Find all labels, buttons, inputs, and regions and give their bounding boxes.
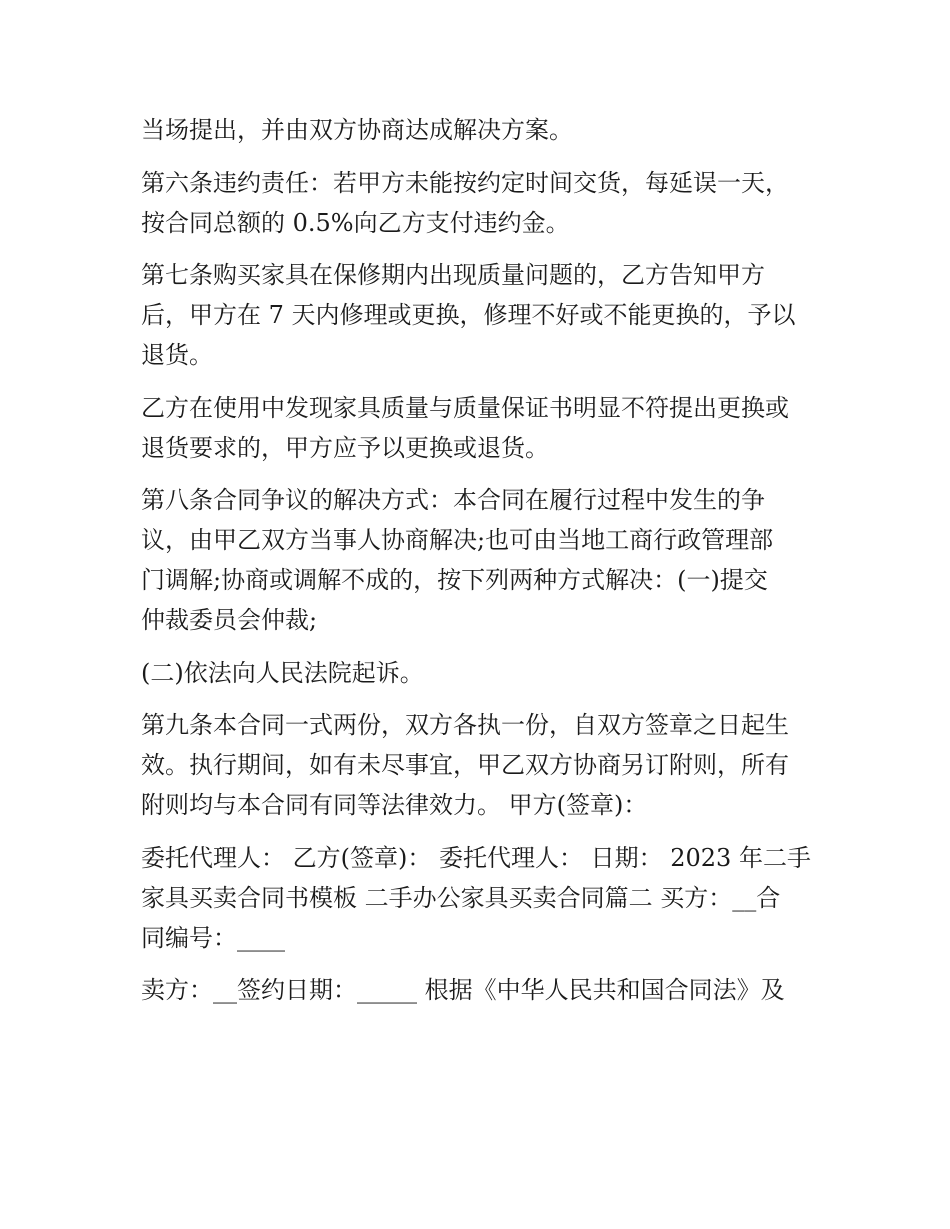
text-line: 退货要求的，甲方应予以更换或退货。 xyxy=(141,433,549,462)
text-line: 议，由甲乙双方当事人协商解决;也可由当地工商行政管理部 xyxy=(141,526,774,554)
text-line: 退货。 xyxy=(141,341,213,369)
text-line: 委托代理人： 乙方(签章)： 委托代理人： 日期： 2023 年二手 xyxy=(141,843,811,872)
text-line: 门调解;协商或调解不成的，按下列两种方式解决：(一)提交 xyxy=(141,566,768,594)
text-line: 第八条合同争议的解决方式：本合同在履行过程中发生的争 xyxy=(141,486,765,514)
text-line: 按合同总额的 0.5%向乙方支付违约金。 xyxy=(141,208,570,237)
paragraph xyxy=(141,838,821,958)
paragraph xyxy=(141,970,821,1010)
text-line: 仲裁委员会仲裁; xyxy=(141,606,318,634)
text-line: 效。执行期间，如有未尽事宜，甲乙双方协商另订附则，所有 xyxy=(141,751,789,779)
text-line: 第七条购买家具在保修期内出现质量问题的，乙方告知甲方 xyxy=(141,261,765,289)
text-line: (二)依法向人民法院起诉。 xyxy=(141,658,424,687)
paragraph xyxy=(141,480,821,640)
paragraph xyxy=(141,110,821,150)
text-line: 乙方在使用中发现家具质量与质量保证书明显不符提出更换或 xyxy=(141,393,789,422)
text-line: 同编号：____ xyxy=(141,923,285,952)
paragraph xyxy=(141,163,821,243)
text-line: 附则均与本合同有同等法律效力。 甲方(签章)： xyxy=(141,791,648,819)
text-line: 家具买卖合同书模板 二手办公家具买卖合同篇二 买方：__合 xyxy=(141,883,781,912)
text-line: 第六条违约责任：若甲方未能按约定时间交货，每延误一天， xyxy=(141,168,789,197)
text-line: 后，甲方在 7 天内修理或更换，修理不好或不能更换的，予以 xyxy=(141,301,796,329)
paragraph xyxy=(141,255,821,375)
text-line: 第九条本合同一式两份，双方各执一份，自双方签章之日起生 xyxy=(141,711,789,739)
paragraph xyxy=(141,653,821,693)
paragraph xyxy=(141,705,821,825)
document-body xyxy=(141,110,821,1023)
text-line: 当场提出，并由双方协商达成解决方案。 xyxy=(141,116,573,144)
paragraph xyxy=(141,388,821,468)
text-line: 卖方：__签约日期：_____ 根据《中华人民共和国合同法》及 xyxy=(141,976,785,1004)
